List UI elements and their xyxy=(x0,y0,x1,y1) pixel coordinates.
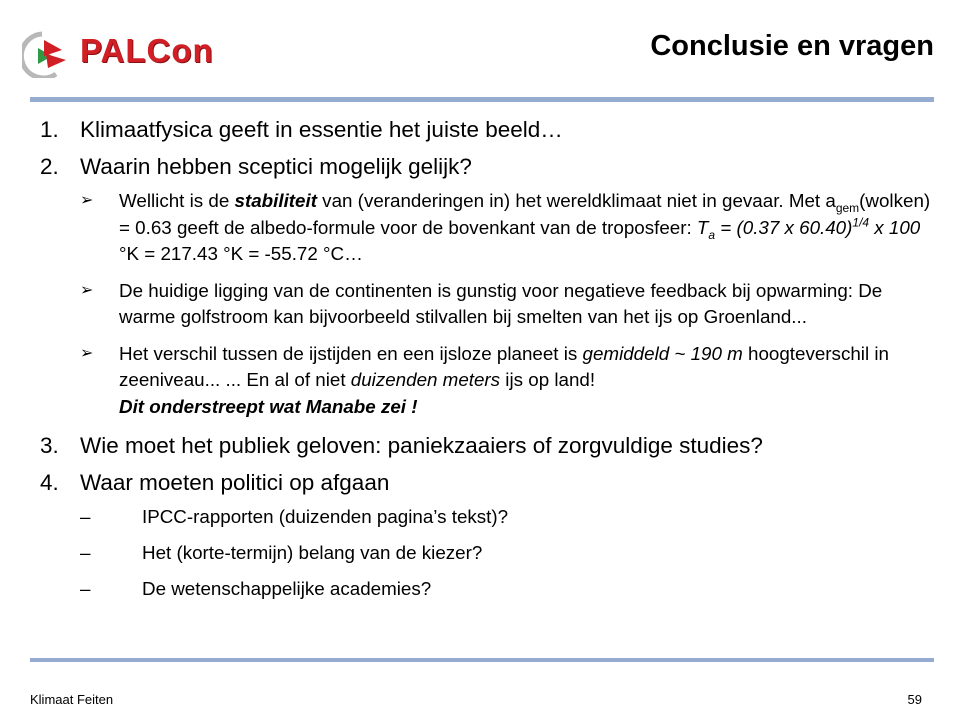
dash-bullet-icon: – xyxy=(80,506,91,527)
item-number: 4. xyxy=(40,470,59,495)
bottom-divider xyxy=(30,658,934,662)
emphasis-stability: stabiliteit xyxy=(234,190,317,211)
subscript-a: a xyxy=(708,227,716,242)
text-run: Het verschil tussen de ijstijden en een ijsloze planeet is xyxy=(119,342,583,364)
palcon-emblem-icon xyxy=(22,26,82,78)
slide-title: Conclusie en vragen xyxy=(650,30,934,62)
text-run: hoogteverschil in zeeniveau... ... En al of niet xyxy=(119,342,889,390)
list-item-3 xyxy=(40,430,940,461)
dash-item-ipcc xyxy=(40,504,940,530)
text-run: Wellicht is de xyxy=(119,190,235,211)
formula-part: x 100 xyxy=(869,216,921,238)
emphasis-thousands-meters: duizenden meters xyxy=(350,369,501,390)
item-text: Wie moet het publiek geloven: paniekzaaiers of zorgvuldige studies? xyxy=(80,433,763,458)
arrow-bullet-icon: ➢ xyxy=(80,344,94,362)
dash-bullet-icon: – xyxy=(80,542,91,563)
dash-item-academies xyxy=(40,576,940,602)
item-text: Klimaatfysica geeft in essentie het juiste beeld… xyxy=(80,117,563,142)
text-run: van (veranderingen in) het wereldklimaat niet in gevaar. Met a xyxy=(316,190,836,211)
text-run: ijs op land! xyxy=(500,369,596,390)
item-text: Waarin hebben sceptici mogelijk gelijk? xyxy=(80,154,472,179)
logo-text: PALCon xyxy=(80,32,214,69)
dash-bullet-icon: – xyxy=(80,578,91,599)
dash-text: Het (korte-termijn) belang van de kiezer? xyxy=(142,542,483,563)
subscript-gem: gem xyxy=(835,200,860,215)
list-item-4 xyxy=(40,467,940,498)
text-run: °K = 217.43 °K = -55.72 °C… xyxy=(119,243,363,264)
emphasis-manabe: Dit onderstreept wat Manabe zei ! xyxy=(119,395,418,417)
list-item-2 xyxy=(40,151,940,182)
page-number: 59 xyxy=(907,692,922,707)
arrow-bullet-icon: ➢ xyxy=(80,192,94,209)
item-text: Waar moeten politici op afgaan xyxy=(80,470,390,495)
bullet-stability xyxy=(40,188,940,268)
dash-item-voter xyxy=(40,540,940,566)
arrow-bullet-icon: ➢ xyxy=(80,281,94,299)
item-number: 1. xyxy=(40,117,59,142)
formula-part: = (0.37 x 60.40) xyxy=(715,216,853,238)
emphasis-average: gemiddeld ~ 190 m xyxy=(582,342,743,364)
dash-text: IPCC-rapporten (duizenden pagina’s tekst)? xyxy=(142,506,509,527)
item-number: 2. xyxy=(40,154,59,179)
top-divider xyxy=(30,97,934,102)
bullet-continents xyxy=(40,278,940,331)
slide-content xyxy=(40,114,940,612)
dash-text: De wetenschappelijke academies? xyxy=(142,578,432,599)
footer-label: Klimaat Feiten xyxy=(30,692,114,707)
bullet-text: De huidige ligging van de continenten is gunstig voor negatieve feedback bij opwarming: De warme golfstroom kan bijvoorbeeld stilvallen bij smelten van het ijs op Groenland... xyxy=(119,279,883,327)
superscript-quarter: 1/4 xyxy=(852,215,870,230)
formula-t: T xyxy=(696,216,709,238)
text-run: (wolken) = 0.63 geeft de albedo-formule voor de bovenkant van de troposfeer: xyxy=(119,190,931,238)
bullet-ice-ages xyxy=(40,341,940,421)
palcon-logo xyxy=(22,26,222,78)
item-number: 3. xyxy=(40,433,59,458)
list-item-1 xyxy=(40,114,940,145)
